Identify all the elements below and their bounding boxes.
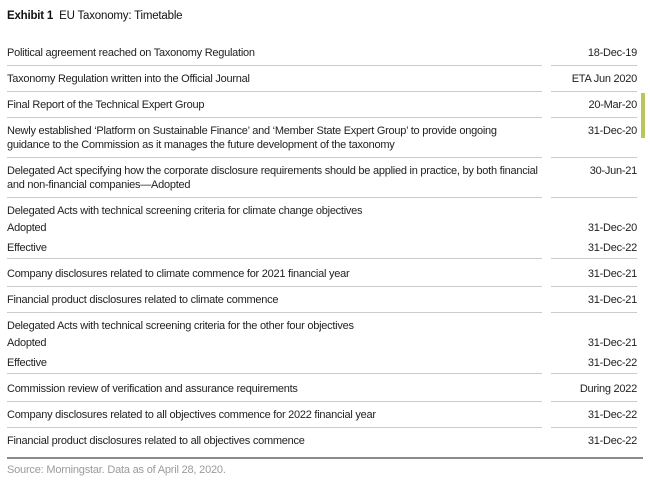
milestone-sublabel: Adopted — [7, 222, 47, 234]
table-row-main — [7, 92, 637, 117]
milestone-subdate: 31-Dec-20 — [587, 222, 637, 234]
row-separator — [7, 373, 637, 374]
row-separator — [7, 157, 637, 158]
table-row-main — [7, 287, 637, 312]
footer-rule — [7, 457, 643, 459]
milestone-label: Commission review of verification and assurance requirements — [7, 383, 298, 395]
highlight-marker — [641, 93, 645, 138]
table-row — [7, 287, 637, 313]
table-row-main — [7, 158, 637, 197]
table-subrow — [7, 353, 637, 373]
table-row — [7, 402, 637, 428]
source-note: Source: Morningstar. Data as of April 28, 2020. — [7, 464, 226, 476]
table-row-main — [7, 118, 637, 157]
milestone-date: During 2022 — [579, 383, 637, 395]
milestone-sublabel: Effective — [7, 357, 47, 369]
milestone-sublabel: Adopted — [7, 337, 47, 349]
table-row-main — [7, 313, 637, 333]
milestone-date: 31-Dec-21 — [587, 268, 637, 280]
page-title: EU Taxonomy: Timetable — [59, 10, 183, 22]
row-separator — [7, 91, 637, 92]
milestone-label: Final Report of the Technical Expert Group — [7, 99, 205, 111]
milestone-label: Financial product disclosures related to climate commence — [7, 294, 279, 306]
milestone-label: Delegated Act specifying how the corporate disclosure requirements should be applied in practice, by both financial and non-financial companies—Adopted — [7, 165, 538, 191]
milestone-subdate: 31-Dec-22 — [587, 357, 637, 369]
table-row — [7, 198, 637, 261]
exhibit-number: Exhibit 1 — [7, 10, 54, 22]
table-subrow — [7, 333, 637, 353]
milestone-label: Delegated Acts with technical screening criteria for the other four objectives — [7, 320, 354, 332]
row-separator — [7, 258, 637, 259]
milestone-label: Company disclosures related to climate commence for 2021 financial year — [7, 268, 350, 280]
row-separator — [7, 401, 637, 402]
row-separator — [7, 197, 637, 198]
table-row-main — [7, 198, 637, 218]
milestone-date: 31-Dec-22 — [587, 435, 637, 447]
table-row — [7, 261, 637, 287]
exhibit-header — [7, 9, 637, 23]
table-row-main — [7, 402, 637, 427]
milestone-subdate: 31-Dec-22 — [587, 242, 637, 254]
table-row — [7, 40, 637, 66]
milestone-date: 31-Dec-22 — [587, 409, 637, 421]
table-subrow — [7, 238, 637, 258]
table-row — [7, 376, 637, 402]
milestone-label: Newly established ‘Platform on Sustainable Finance’ and ‘Member State Expert Group’ to provide ongoing guidance to the Commission as it manages the future development of the taxonomy — [7, 125, 497, 151]
milestone-date: 18-Dec-19 — [587, 47, 637, 59]
table-row — [7, 313, 637, 376]
milestone-date: 20-Mar-20 — [588, 99, 637, 111]
milestone-label: Political agreement reached on Taxonomy Regulation — [7, 47, 255, 59]
table-row-main — [7, 261, 637, 286]
milestone-label: Delegated Acts with technical screening criteria for climate change objectives — [7, 205, 363, 217]
table-row — [7, 118, 637, 158]
milestone-date: 30-Jun-21 — [589, 165, 637, 177]
row-separator — [7, 312, 637, 313]
row-separator — [7, 427, 637, 428]
table-row — [7, 158, 637, 198]
table-row — [7, 66, 637, 92]
row-separator — [7, 286, 637, 287]
milestone-label: Financial product disclosures related to all objectives commence — [7, 435, 305, 447]
milestone-sublabel: Effective — [7, 242, 47, 254]
milestone-subdate: 31-Dec-21 — [587, 337, 637, 349]
row-separator — [7, 65, 637, 66]
milestone-date: ETA Jun 2020 — [571, 73, 637, 85]
row-separator — [7, 117, 637, 118]
milestone-date: 31-Dec-21 — [587, 294, 637, 306]
table-row-main — [7, 428, 637, 453]
table-row — [7, 428, 637, 453]
table-row — [7, 92, 637, 118]
table-row-main — [7, 376, 637, 401]
milestone-date: 31-Dec-20 — [587, 125, 637, 137]
table-subrows — [7, 218, 637, 258]
table-subrow — [7, 218, 637, 238]
table-subrows — [7, 333, 637, 373]
table-row-main — [7, 66, 637, 91]
milestone-label: Taxonomy Regulation written into the Official Journal — [7, 73, 250, 85]
table-row-main — [7, 40, 637, 65]
milestone-label: Company disclosures related to all objectives commence for 2022 financial year — [7, 409, 376, 421]
timetable-table — [7, 40, 637, 453]
